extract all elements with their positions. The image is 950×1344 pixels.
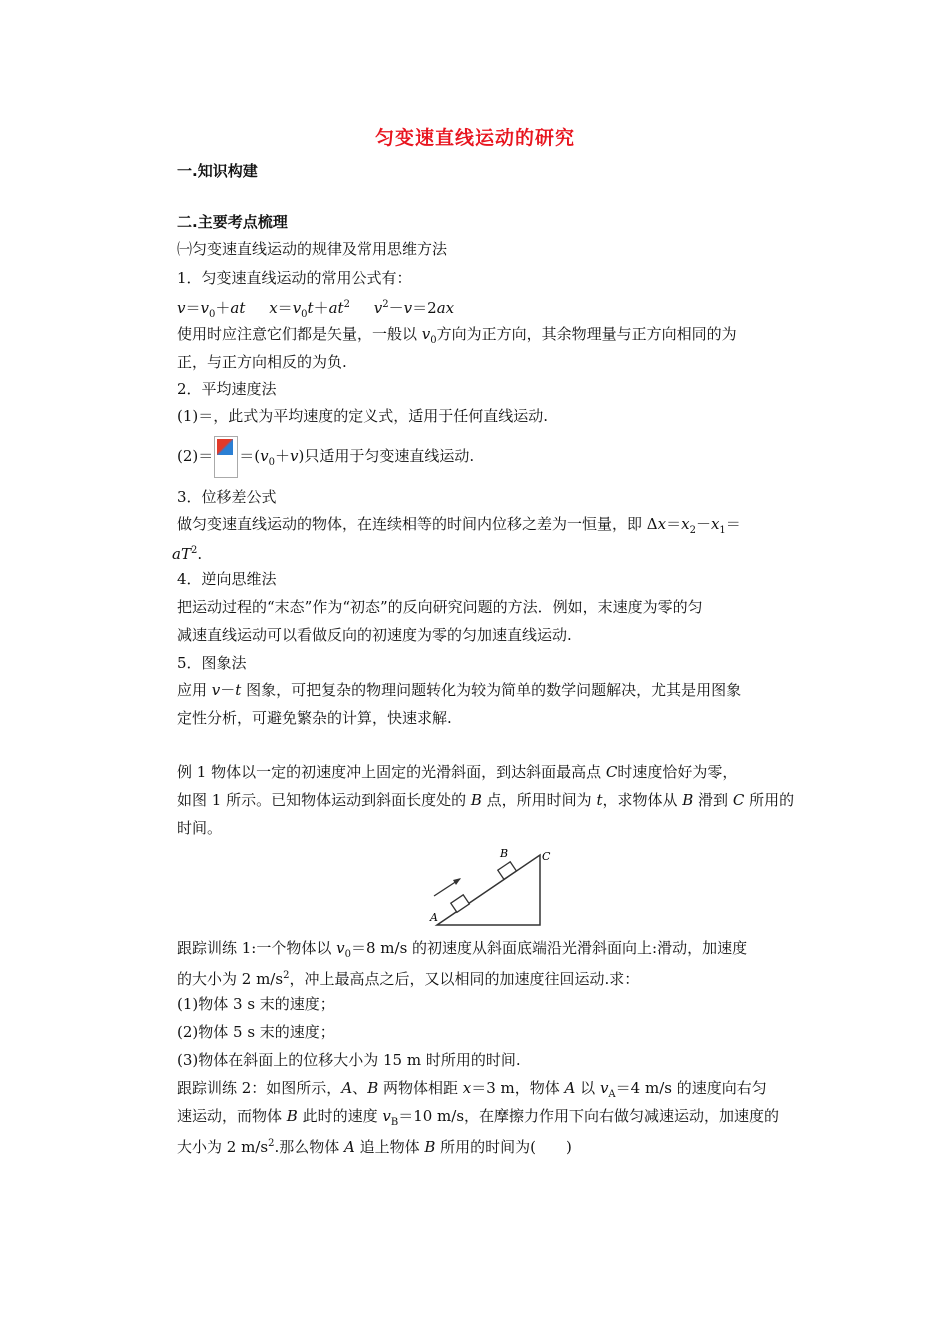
text: 做匀变速直线运动的物体，在连续相等的时间内位移之差为一恒量，即 Δ [177, 515, 658, 533]
text-sup: 2 [190, 545, 198, 556]
label-a: A [430, 911, 438, 924]
text: .那么物体 [274, 1138, 344, 1156]
item4-line2: 减速直线运动可以看做反向的初速度为零的匀加速直线运动. [177, 626, 572, 644]
text: 大小为 2 m/s [177, 1138, 269, 1156]
text: 如图 1 所示。已知物体运动到斜面长度处的 [177, 791, 471, 809]
formula-v: v [403, 299, 413, 317]
training1-question3: (3)物体在斜面上的位移大小为 15 m 时所用的时间. [177, 1051, 521, 1069]
incline-triangle [437, 855, 540, 925]
training1-question2: (2)物体 5 s 末的速度； [177, 1023, 335, 1041]
text-sub: A [608, 1089, 616, 1100]
text-vA: v [599, 1079, 609, 1097]
formula-ax: ax [436, 299, 455, 317]
item5-line1 [177, 681, 741, 699]
text-sup: 2 [283, 970, 290, 981]
section-key-points: 二.主要考点梳理 [177, 213, 288, 231]
text-sub: 0 [430, 335, 437, 346]
training1-question1: (1)物体 3 s 末的速度； [177, 995, 335, 1013]
formula-v: v [177, 299, 186, 317]
formula-eq: ＝ [277, 299, 293, 317]
text: 应用 [177, 681, 212, 699]
example1-line2 [177, 791, 794, 809]
text: ＝8 m/s 的初速度从斜面底端沿光滑斜面向上:滑动，加速度 [351, 939, 748, 957]
text: 以 [575, 1079, 600, 1097]
training2-line1 [177, 1079, 767, 1104]
text: 点，所用时间为 [481, 791, 597, 809]
text: 此时的速度 [297, 1107, 383, 1125]
text-x: x [462, 1079, 472, 1097]
item3-title: 3．位移差公式 [177, 488, 277, 506]
text: ＝( [239, 447, 261, 465]
training1-line1 [177, 939, 747, 964]
text-B: B [424, 1138, 436, 1156]
text: 所用的时间为( ) [435, 1138, 572, 1156]
subsection-rules: ㈠匀变速直线运动的规律及常用思维方法 [177, 240, 448, 258]
formula-plus: ＋ [313, 299, 329, 317]
incline-diagram [428, 843, 558, 933]
text: ，求物体从 [602, 791, 683, 809]
text: 使用时应注意它们都是矢量，一般以 [177, 325, 422, 343]
text: 滑到 [693, 791, 733, 809]
item4-line1: 把运动过程的“末态”作为“初态”的反向研究问题的方法．例如，末速度为零的匀 [177, 598, 703, 616]
item3-line2 [172, 542, 202, 563]
item1-title: 1．匀变速直线运动的常用公式有： [177, 269, 412, 287]
text-v: v [289, 447, 299, 465]
text: － [220, 681, 236, 699]
text: ＝ [725, 515, 741, 533]
text: － [695, 515, 711, 533]
text-v0: v [260, 447, 269, 465]
item2-point1: (1)＝，此式为平均速度的定义式，适用于任何直线运动. [177, 407, 549, 425]
formula-sub: 0 [208, 309, 216, 320]
text: 图象，可把复杂的物理问题转化为较为简单的数学问题解决，尤其是用图象 [241, 681, 742, 699]
block-at-a [451, 895, 470, 913]
text-sub: 2 [689, 525, 696, 536]
text-x: x [710, 515, 720, 533]
formula-minus: － [388, 299, 404, 317]
item1-note-line1 [177, 325, 737, 350]
training1-line2 [177, 967, 639, 988]
text-B: B [367, 1079, 379, 1097]
text: 时速度恰好为零， [617, 763, 738, 781]
text: ＋ [274, 447, 290, 465]
text-sup: 2 [268, 1138, 275, 1149]
formula-sub: 0 [301, 309, 308, 320]
text: . [197, 545, 203, 563]
text-t: t [235, 681, 242, 699]
item5-line2: 定性分析，可避免繁杂的计算，快速求解. [177, 709, 452, 727]
section-knowledge-construction: 一.知识构建 [177, 162, 258, 180]
text: ＝4 m/s 的速度向右匀 [615, 1079, 767, 1097]
text: 跟踪训练 1:一个物体以 [177, 939, 337, 957]
formula-sup: 2 [343, 299, 350, 310]
formula-v2: v [373, 299, 383, 317]
item2-point2 [177, 436, 474, 483]
formula-v0: v [292, 299, 302, 317]
text-sub: 0 [344, 949, 351, 960]
broken-image-icon [217, 439, 233, 455]
text-v0: v [336, 939, 345, 957]
text: 两物体相距 [378, 1079, 463, 1097]
text: 速运动，而物体 [177, 1107, 287, 1125]
text: 的大小为 2 m/s [177, 970, 284, 988]
text-B: B [286, 1107, 298, 1125]
text: )只适用于匀变速直线运动. [298, 447, 475, 465]
formula-at: at [230, 299, 246, 317]
text-v: v [211, 681, 221, 699]
formula-sup: 2 [382, 299, 389, 310]
text-aT: aT [172, 545, 191, 563]
formula-v0: v [200, 299, 209, 317]
formula-eq: ＝ [185, 299, 201, 317]
text-B: B [682, 791, 694, 809]
formula-plus: ＋ [215, 299, 231, 317]
text-C: C [732, 791, 745, 809]
text-A: A [341, 1079, 353, 1097]
text-C: C [605, 763, 618, 781]
example1-line1 [177, 763, 737, 781]
text: 、 [352, 1079, 368, 1097]
text: 方向为正方向，其余物理量与正方向相同的为 [436, 325, 737, 343]
item4-title: 4．逆向思维法 [177, 570, 277, 588]
label-b: B [500, 847, 509, 860]
text-sub: B [390, 1117, 399, 1128]
text: ＝3 m，物体 [471, 1079, 565, 1097]
text-A: A [564, 1079, 576, 1097]
item5-title: 5．图象法 [177, 654, 247, 672]
text-v: v [421, 325, 431, 343]
arrow-head-icon [453, 878, 461, 885]
block-at-b [498, 862, 517, 880]
training2-line2 [177, 1107, 779, 1132]
text: 所用的 [744, 791, 795, 809]
item3-line1 [177, 515, 741, 540]
text: 例 1 物体以一定的初速度冲上固定的光滑斜面，到达斜面最高点 [177, 763, 606, 781]
text: ＝ [666, 515, 682, 533]
text: ＝10 m/s，在摩擦力作用下向右做匀减速运动，加速度的 [398, 1107, 780, 1125]
formula-two: 2 [427, 299, 437, 317]
label-c: C [542, 850, 551, 863]
formula-t: t [307, 299, 314, 317]
text: ，冲上最高点之后，又以相同的加速度往回运动.求： [289, 970, 640, 988]
text-B: B [470, 791, 482, 809]
example1-line3: 时间。 [177, 819, 223, 837]
item1-note-line2: 正，与正方向相反的为负. [177, 353, 347, 371]
text-vB: v [382, 1107, 391, 1125]
text: (2)＝ [177, 447, 214, 465]
item2-title: 2．平均速度法 [177, 380, 277, 398]
text-x: x [681, 515, 690, 533]
text: 追上物体 [354, 1138, 425, 1156]
formula-line [177, 296, 454, 324]
text-x: x [657, 515, 667, 533]
text-sub: 0 [268, 457, 275, 468]
formula-at2: at [328, 299, 344, 317]
text-sub: 1 [719, 525, 726, 536]
formula-x: x [269, 299, 278, 317]
training2-line3 [177, 1135, 572, 1156]
text-A: A [343, 1138, 355, 1156]
text-t: t [596, 791, 603, 809]
text: 跟踪训练 2：如图所示， [177, 1079, 342, 1097]
formula-image-icon [214, 436, 238, 478]
formula-eq: ＝ [412, 299, 428, 317]
document-title: 匀变速直线运动的研究 [374, 127, 575, 149]
